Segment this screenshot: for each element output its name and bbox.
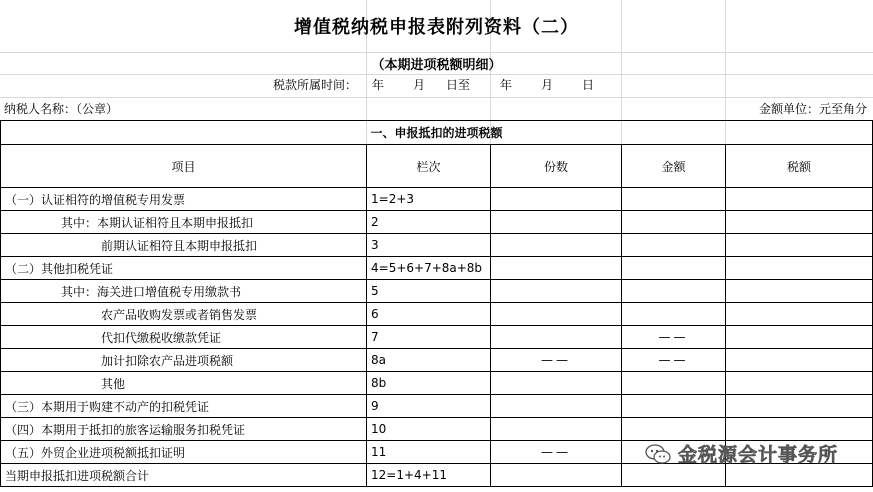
table-row — [1, 372, 873, 395]
row-item: 其中：本期认证相符且本期申报抵扣 — [1, 211, 367, 234]
row-item: 其中：海关进口增值税专用缴款书 — [1, 280, 367, 303]
period-label: 税款所属时间： — [273, 78, 358, 92]
watermark-text: 金税源会计事务所 — [678, 444, 839, 466]
row-item: （四）本期用于抵扣的旅客运输服务扣税凭证 — [1, 418, 367, 441]
header-item: 项目 — [1, 145, 367, 188]
row-code: 6 — [367, 303, 491, 326]
row-tax[interactable] — [726, 280, 873, 303]
row-amount[interactable] — [622, 303, 726, 326]
table-row — [1, 303, 873, 326]
row-code: 4=5+6+7+8a+8b — [367, 257, 491, 280]
row-tax[interactable] — [726, 349, 873, 372]
table-row — [1, 395, 873, 418]
gridline — [0, 74, 873, 75]
form-subtitle: （本期进项税额明细） — [371, 57, 502, 73]
row-tax[interactable] — [726, 395, 873, 418]
table-header-row — [1, 145, 873, 188]
row-count[interactable] — [491, 418, 622, 441]
row-amount[interactable] — [622, 395, 726, 418]
row-tax[interactable] — [726, 188, 873, 211]
row-item: （五）外贸企业进项税额抵扣证明 — [1, 441, 367, 464]
header-code: 栏次 — [367, 145, 491, 188]
row-amount[interactable] — [622, 188, 726, 211]
header-amount: 金额 — [622, 145, 726, 188]
row-code: 3 — [367, 234, 491, 257]
input-tax-table — [0, 120, 873, 487]
row-count[interactable] — [491, 395, 622, 418]
row-count[interactable] — [491, 257, 622, 280]
row-amount[interactable] — [622, 234, 726, 257]
row-count[interactable] — [491, 372, 622, 395]
row-count[interactable] — [491, 234, 622, 257]
row-item: 当期申报抵扣进项税额合计 — [1, 464, 367, 487]
row-tax[interactable] — [726, 303, 873, 326]
row-code: 10 — [367, 418, 491, 441]
row-amount[interactable] — [622, 418, 726, 441]
period-year-end: 年 — [500, 78, 513, 92]
table-row — [1, 326, 873, 349]
row-count[interactable] — [491, 211, 622, 234]
row-count[interactable] — [491, 188, 622, 211]
gridline — [0, 97, 873, 98]
taxpayer-name-label: 纳税人名称：（公章） — [4, 102, 119, 116]
row-tax[interactable] — [726, 372, 873, 395]
row-tax[interactable] — [726, 326, 873, 349]
row-count[interactable] — [491, 326, 622, 349]
period-month-start: 月 — [413, 78, 426, 92]
row-code: 9 — [367, 395, 491, 418]
row-code: 8a — [367, 349, 491, 372]
row-amount[interactable] — [622, 211, 726, 234]
section-title: 一、申报抵扣的进项税额 — [1, 121, 873, 145]
row-amount: —— — [622, 326, 726, 349]
table-row — [1, 257, 873, 280]
table-row — [1, 211, 873, 234]
wechat-icon — [644, 443, 672, 465]
table-row — [1, 188, 873, 211]
row-code: 11 — [367, 441, 491, 464]
watermark — [644, 440, 838, 467]
row-item: 农产品收购发票或者销售发票 — [1, 303, 367, 326]
period-month-end: 月 — [541, 78, 554, 92]
row-item: 代扣代缴税收缴款凭证 — [1, 326, 367, 349]
form-title: 增值税纳税申报表附列资料（二） — [294, 17, 579, 38]
table-row — [1, 280, 873, 303]
header-tax: 税额 — [726, 145, 873, 188]
row-item: 前期认证相符且本期申报抵扣 — [1, 234, 367, 257]
row-code: 1=2+3 — [367, 188, 491, 211]
period-day-end: 日 — [582, 78, 595, 92]
row-amount: —— — [622, 349, 726, 372]
table-row — [1, 349, 873, 372]
row-tax[interactable] — [726, 234, 873, 257]
row-code: 5 — [367, 280, 491, 303]
row-amount[interactable] — [622, 257, 726, 280]
row-item: 加计扣除农产品进项税额 — [1, 349, 367, 372]
row-tax[interactable] — [726, 418, 873, 441]
period-year-start: 年 — [372, 78, 385, 92]
row-count[interactable] — [491, 464, 622, 487]
amount-unit-label: 金额单位：元至角分 — [758, 102, 867, 116]
row-count: —— — [491, 441, 622, 464]
row-code: 12=1+4+11 — [367, 464, 491, 487]
row-item: （二）其他扣税凭证 — [1, 257, 367, 280]
row-code: 8b — [367, 372, 491, 395]
row-code: 2 — [367, 211, 491, 234]
row-count[interactable] — [491, 280, 622, 303]
row-count: —— — [491, 349, 622, 372]
row-amount[interactable] — [622, 372, 726, 395]
row-item: （三）本期用于购建不动产的扣税凭证 — [1, 395, 367, 418]
row-item: 其他 — [1, 372, 367, 395]
table-row — [1, 234, 873, 257]
period-day-to: 日至 — [446, 78, 471, 92]
row-tax[interactable] — [726, 211, 873, 234]
row-code: 7 — [367, 326, 491, 349]
row-tax[interactable] — [726, 257, 873, 280]
row-count[interactable] — [491, 303, 622, 326]
table-row — [1, 418, 873, 441]
row-item: （一）认证相符的增值税专用发票 — [1, 188, 367, 211]
header-count: 份数 — [491, 145, 622, 188]
row-amount[interactable] — [622, 280, 726, 303]
